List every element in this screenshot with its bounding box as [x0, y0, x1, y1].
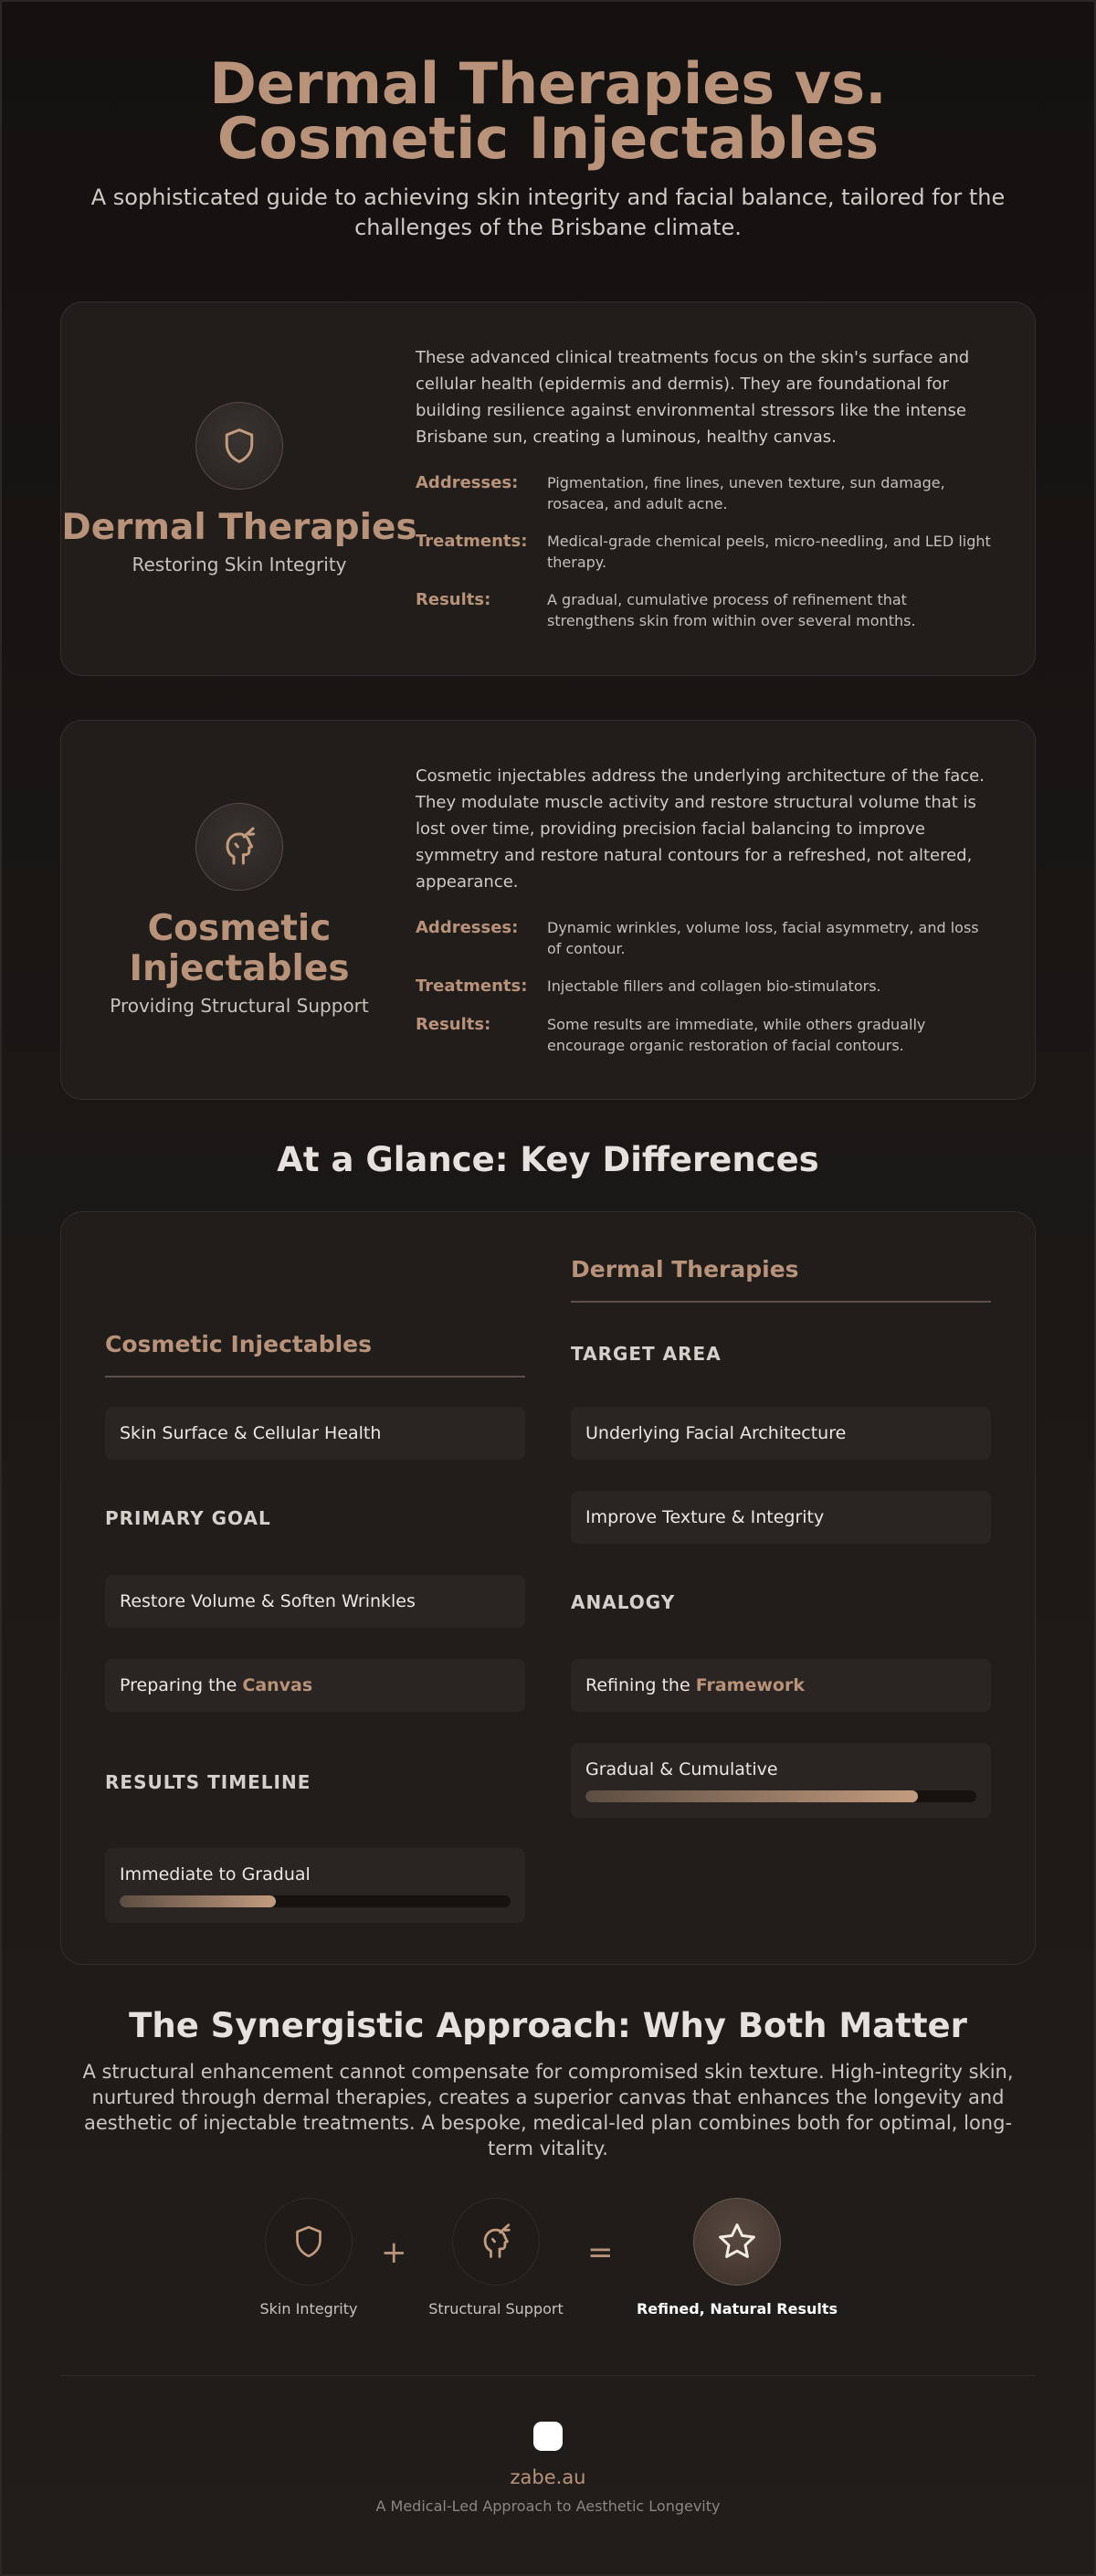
synergy-item-refined-results — [636, 2198, 838, 2317]
glance-section-title: At a Glance: Key Differences — [277, 1140, 819, 1179]
equals-sign: = — [587, 2234, 614, 2271]
page-subtitle: A sophisticated guide to achieving skin integrity and facial balance, tailored for the challenges of the Brisbane climate. — [90, 185, 1006, 240]
cell-text: Preparing the — [120, 1675, 237, 1695]
label-results-timeline: RESULTS TIMELINE — [105, 1771, 311, 1793]
detail-row — [416, 531, 996, 573]
detail-row — [416, 472, 996, 514]
detail-value: Medical-grade chemical peels, micro-needling, and LED light therapy. — [547, 533, 991, 571]
cell-text: Immediate to Gradual — [120, 1863, 311, 1884]
progress-fill — [585, 1790, 918, 1802]
detail-key: Treatments: — [416, 532, 528, 551]
detail-value: Some results are immediate, while others gradually encourage organic restoration of facial contours. — [547, 1016, 926, 1054]
detail-key: Treatments: — [416, 977, 528, 996]
synergy-equation — [0, 2198, 1096, 2317]
synergy-item-skin-integrity — [259, 2198, 358, 2317]
cell-preparing-canvas — [105, 1659, 525, 1712]
dermal-card-body — [416, 344, 996, 631]
shield-icon — [265, 2198, 353, 2286]
dermal-card-title: Dermal Therapies — [61, 507, 417, 548]
cell-improve-texture: Improve Texture & Integrity — [571, 1491, 991, 1544]
footer-tagline: A Medical-Led Approach to Aesthetic Longevity — [375, 2497, 721, 2515]
detail-row — [416, 917, 996, 959]
detail-key: Addresses: — [416, 918, 519, 937]
label-target-area: TARGET AREA — [571, 1343, 722, 1365]
page-title: Dermal Therapies vs. Cosmetic Injectables — [209, 50, 887, 172]
comparison-panel — [60, 1211, 1036, 1965]
dermal-therapies-card — [60, 301, 1036, 676]
synergy-item-structural-support — [428, 2198, 564, 2317]
label-analogy: ANALOGY — [571, 1591, 676, 1613]
cell-skin-surface: Skin Surface & Cellular Health — [105, 1407, 525, 1460]
synergy-section-title: The Synergistic Approach: Why Both Matter — [129, 2006, 967, 2045]
detail-key: Addresses: — [416, 473, 519, 492]
dermal-card-header — [61, 302, 417, 675]
progress-bar — [120, 1895, 511, 1907]
cell-immediate-gradual — [105, 1848, 525, 1923]
detail-value: Pigmentation, fine lines, uneven texture, sun damage, rosacea, and adult acne. — [547, 474, 945, 512]
column-header-injectables: Cosmetic Injectables — [105, 1331, 525, 1378]
face-profile-icon — [195, 803, 283, 891]
plus-sign: + — [381, 2234, 407, 2271]
injectables-card-title: Cosmetic Injectables — [129, 908, 350, 989]
injectables-card-description: Cosmetic injectables address the underlying architecture of the face. They modulate muscle activity and restore structural volume that is lost over time, providing precision facial balancing to improve symmetry and restore natural contours for a refreshed, not altered, appearance. — [416, 766, 985, 892]
cell-refining-framework — [571, 1659, 991, 1712]
cell-accent: Framework — [695, 1675, 805, 1695]
synergy-label: Refined, Natural Results — [636, 2300, 838, 2317]
progress-bar — [585, 1790, 976, 1802]
cell-restore-volume: Restore Volume & Soften Wrinkles — [105, 1575, 525, 1628]
dermal-card-tagline: Restoring Skin Integrity — [132, 554, 347, 575]
dermal-card-description: These advanced clinical treatments focus on the skin's surface and cellular health (epidermis and dermis). They are foundational for building resilience against environmental stressors like the intense Brisbane sun, creating a luminous, healthy canvas. — [416, 348, 970, 447]
detail-value: A gradual, cumulative process of refinement that strengthens skin from within over several months. — [547, 591, 916, 629]
cell-text: Refining the — [585, 1675, 690, 1695]
detail-row — [416, 976, 996, 998]
shield-icon — [195, 402, 283, 490]
synergy-label: Skin Integrity — [259, 2300, 358, 2317]
footer-site-link[interactable]: zabe.au — [510, 2466, 586, 2488]
cell-text: Gradual & Cumulative — [585, 1758, 778, 1779]
injectables-card-body — [416, 763, 996, 1056]
footer-divider — [60, 2375, 1036, 2376]
synergy-label: Structural Support — [428, 2300, 564, 2317]
detail-key: Results: — [416, 1015, 491, 1034]
detail-value: Injectable fillers and collagen bio-stimulators. — [547, 977, 881, 995]
label-primary-goal: PRIMARY GOAL — [105, 1507, 271, 1529]
brand-logo-icon — [533, 2422, 563, 2451]
star-icon — [693, 2198, 781, 2286]
column-header-dermal: Dermal Therapies — [571, 1256, 991, 1303]
detail-row — [416, 1014, 996, 1056]
cosmetic-injectables-card — [60, 720, 1036, 1100]
cell-gradual-cumulative — [571, 1743, 991, 1818]
cell-accent: Canvas — [242, 1675, 313, 1695]
progress-fill — [120, 1895, 276, 1907]
synergy-description: A structural enhancement cannot compensate for compromised skin texture. High-integrity skin, nurtured through dermal therapies, creates a superior canvas that enhances the longevity and aesthetic of injectable treatments. A bespoke, medical-led plan combines both for optimal, long-term vitality. — [82, 2061, 1014, 2159]
detail-key: Results: — [416, 590, 491, 609]
detail-row — [416, 589, 996, 631]
detail-value: Dynamic wrinkles, volume loss, facial asymmetry, and loss of contour. — [547, 919, 979, 957]
injectables-card-header — [61, 721, 417, 1099]
cell-underlying-architecture: Underlying Facial Architecture — [571, 1407, 991, 1460]
injectables-card-tagline: Providing Structural Support — [110, 995, 369, 1017]
face-profile-icon — [452, 2198, 540, 2286]
